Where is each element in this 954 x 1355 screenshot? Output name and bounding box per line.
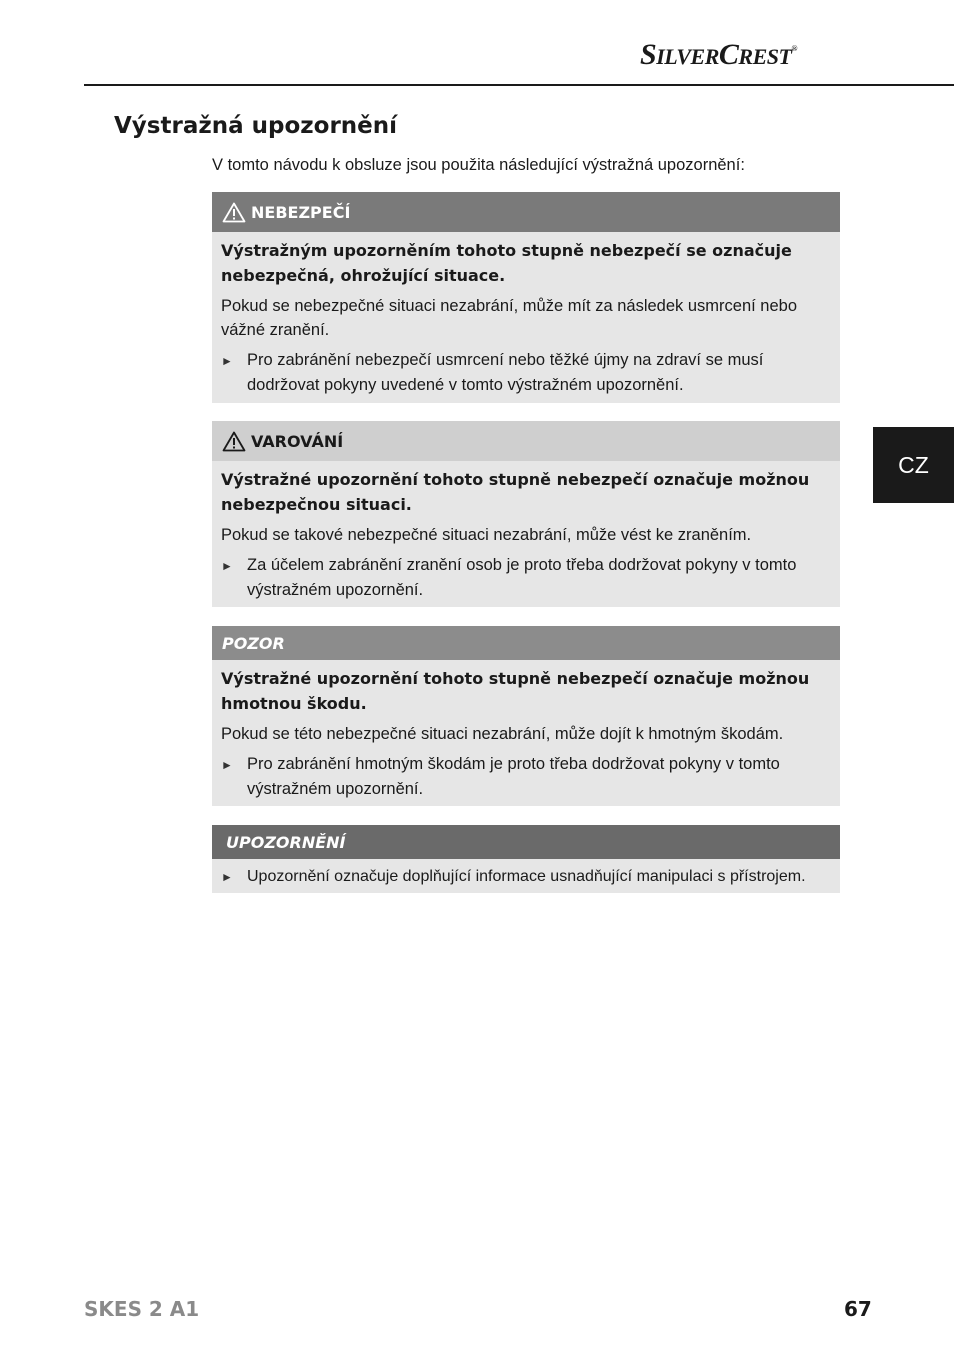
brand-logo: SILVERCREST® <box>640 38 797 71</box>
warning-bullet <box>221 553 830 603</box>
caution-title: POZOR <box>222 633 285 653</box>
language-tab: CZ <box>873 427 954 503</box>
caution-bullet <box>221 752 830 802</box>
header-rule <box>84 84 954 86</box>
warning-triangle-icon <box>222 431 246 452</box>
warning-triangle-icon <box>222 202 246 223</box>
bullet-arrow-icon: ► <box>221 870 233 884</box>
danger-lead: Výstražným upozorněním tohoto stupně nebezpečí se označuje nebezpečná, ohrožující situace. <box>221 241 792 285</box>
intro-text: V tomto návodu k obsluze jsou použita následující výstražná upozornění: <box>212 156 745 174</box>
footer-model: SKES 2 A1 <box>84 1297 200 1321</box>
caution-box <box>212 626 840 806</box>
note-bullet-text: Upozornění označuje doplňující informace usnadňující manipulaci s přístrojem. <box>247 868 806 885</box>
caution-header <box>212 626 840 660</box>
danger-header <box>212 192 840 232</box>
page-title: Výstražná upozornění <box>114 113 398 139</box>
bullet-arrow-icon: ► <box>221 559 233 573</box>
danger-bullet <box>221 348 830 398</box>
note-title: UPOZORNĚNÍ <box>226 832 346 852</box>
warning-bullet-text: Za účelem zabránění zranění osob je proto třeba dodržovat pokyny v tomto výstražném upozornění. <box>247 556 797 599</box>
page-number: 67 <box>844 1297 872 1321</box>
danger-bullet-text: Pro zabránění nebezpečí usmrcení nebo těžké újmy na zdraví se musí dodržovat pokyny uvedené v tomto výstražném upozornění. <box>247 351 764 394</box>
caution-body: Pokud se této nebezpečné situaci nezabrání, může dojít k hmotným škodám. <box>221 725 784 743</box>
danger-box <box>212 192 840 403</box>
caution-lead: Výstražné upozornění tohoto stupně nebezpečí označuje možnou hmotnou škodu. <box>221 669 810 713</box>
bullet-arrow-icon: ► <box>221 758 233 772</box>
warning-lead: Výstražné upozornění tohoto stupně nebezpečí označuje možnou nebezpečnou situaci. <box>221 470 810 514</box>
warning-header <box>212 421 840 461</box>
note-box <box>212 825 840 893</box>
note-header <box>212 825 840 859</box>
danger-title: NEBEZPEČÍ <box>251 202 351 222</box>
bullet-arrow-icon: ► <box>221 354 233 368</box>
warning-body: Pokud se takové nebezpečné situaci nezabrání, může vést ke zraněním. <box>221 526 752 544</box>
warning-title: VAROVÁNÍ <box>251 431 344 451</box>
danger-body: Pokud se nebezpečné situaci nezabrání, může mít za následek usmrcení nebo vážné zranění. <box>221 297 798 339</box>
caution-bullet-text: Pro zabránění hmotným škodám je proto třeba dodržovat pokyny v tomto výstražném upozornění. <box>247 755 780 798</box>
note-bullet <box>221 864 830 890</box>
warning-box <box>212 421 840 607</box>
